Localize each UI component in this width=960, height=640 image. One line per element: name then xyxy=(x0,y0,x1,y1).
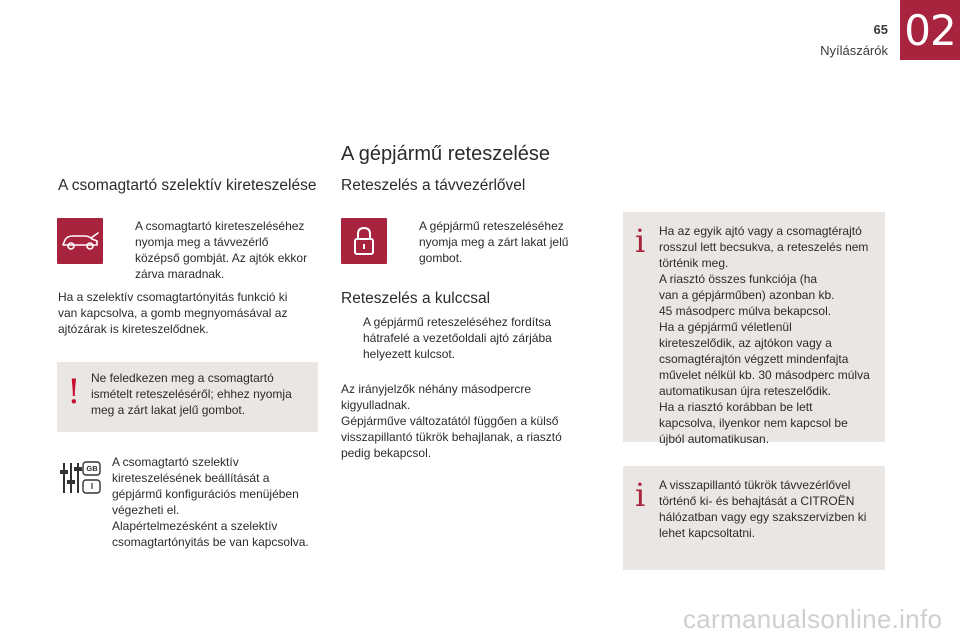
page-title: A gépjármű reteszelése xyxy=(341,143,551,165)
key-lock-text: A gépjármű reteszeléséhez fordítsa hátrafelé a vezetőoldali ajtó zárjába helyezett kulcsot. xyxy=(363,315,552,361)
settings-badge-i: I xyxy=(90,482,94,491)
warning-box xyxy=(57,362,318,432)
settings-badge-gb: GB xyxy=(86,464,98,473)
warning-text: Ne feledkezen meg a csomagtartó ismételt reteszeléséről; ehhez nyomja meg a zárt lakat jelű gombot. xyxy=(91,371,292,417)
info-mirrors-text: A visszapillantó tükrök távvezérlővel történő ki- és behajtását a CITROËN hálózatban vagy egy szakszervizben ki lehet kapcsoltatni. xyxy=(659,478,867,540)
info-box-mirrors xyxy=(623,466,885,570)
info-icon: i xyxy=(635,222,646,260)
settings-text: A csomagtartó szelektív kireteszelésének beállítását a gépjármű konfigurációs menüjében végezheti el. Alapértelmezésként a szelektív csomagtartónyitás be van kapcsolva. xyxy=(112,455,309,549)
info-box-lock-behavior xyxy=(623,212,885,446)
page-number: 65 xyxy=(873,22,888,37)
selective-unlock-text: A csomagtartó kireteszeléséhez nyomja meg a távvezérlő középső gombját. Az ajtók ekkor zárva maradnak. xyxy=(135,219,308,281)
remote-lock-instruction xyxy=(399,218,599,266)
key-lock-instruction xyxy=(343,314,593,362)
key-lock-heading: Reteszelés a kulccsal xyxy=(341,290,491,307)
watermark: carmanualsonline.info xyxy=(683,604,943,634)
remote-lock-text: A gépjármű reteszeléséhez nyomja meg a zárt lakat jelű gombot. xyxy=(419,219,569,265)
chapter-number-tab: 02 xyxy=(900,0,960,60)
lock-result-paragraph: Az irányjelzők néhány másodpercre kigyulladnak. Gépjárműve változatától függően a külső visszapillantó tükrök behajlanak, a riasztó pedig bekapcsol. xyxy=(341,382,562,460)
chapter-title: Nyílászárók xyxy=(820,43,888,58)
padlock-icon xyxy=(341,218,387,264)
settings-sliders-icon xyxy=(58,460,102,496)
info-lock-behavior-text: Ha az egyik ajtó vagy a csomagtérajtó rosszul lett becsukva, a reteszelés nem történik meg. A riasztó összes funkciója (ha van a gépjárműben) azonban kb. 45 másodperc múlva bekapcsol. Ha a gépjármű véletlenül kireteszelődik, az ajtókon vagy a csomagtérajtón végzett mindenfajta művelet nélkül kb. 30 másodperc múlva automatikusan újra reteszelődik. Ha a riasztó korábban be lett kapcsolva, ilyenkor nem kapcsol be újból automatikusan. xyxy=(659,224,870,446)
remote-lock-heading: Reteszelés a távvezérlővel xyxy=(341,177,526,194)
warning-exclamation-icon: ! xyxy=(67,372,81,412)
selective-unlock-paragraph: Ha a szelektív csomagtartónyitás funkció ki van kapcsolva, a gomb megnyomásával az ajtózárak is kireteszelődnek. xyxy=(58,290,288,336)
car-trunk-icon xyxy=(57,218,103,264)
selective-unlock-instruction xyxy=(115,218,325,282)
info-icon: i xyxy=(635,476,646,514)
selective-unlock-heading: A csomagtartó szelektív kireteszelése xyxy=(58,177,317,194)
